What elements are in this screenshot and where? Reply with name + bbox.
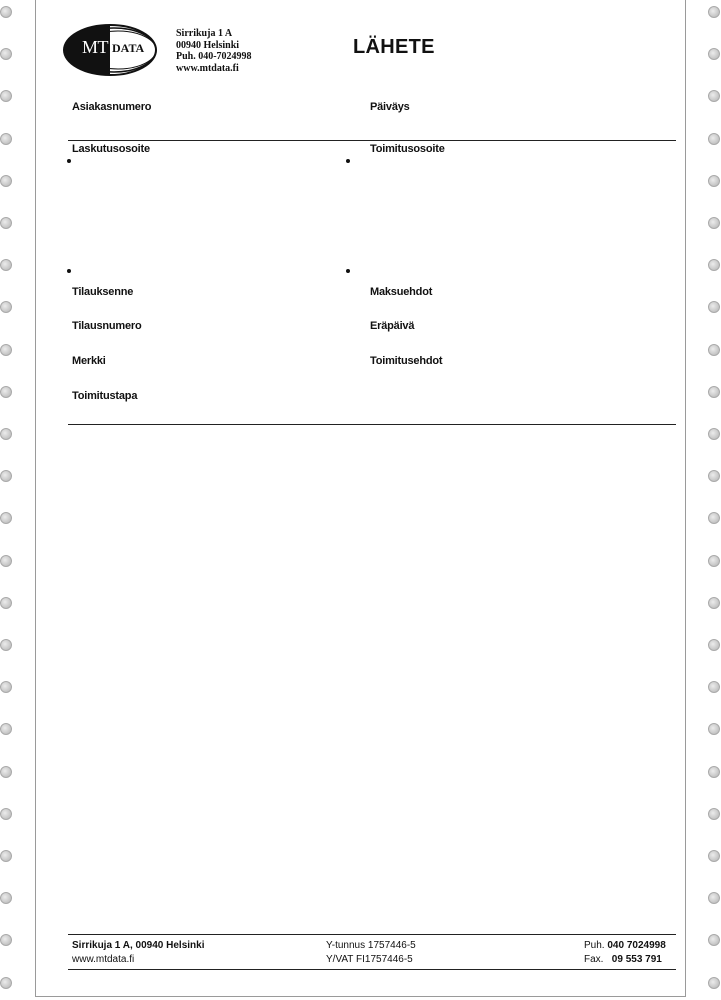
mark-label: Merkki <box>72 355 106 367</box>
perforation-hole <box>708 428 720 440</box>
perforation-hole <box>708 766 720 778</box>
footer-phone-label: Puh. <box>584 940 605 951</box>
perforation-hole <box>708 892 720 904</box>
perforation-hole <box>708 259 720 271</box>
perforation-hole <box>708 386 720 398</box>
company-web: www.mtdata.fi <box>176 62 239 74</box>
delivery-terms-label: Toimitusehdot <box>370 355 443 367</box>
footer-fax-label: Fax. <box>584 954 604 965</box>
billing-address-label: Laskutusosoite <box>72 143 150 155</box>
footer-business-id: Y-tunnus 1757446-5 <box>326 940 416 951</box>
payment-terms-label: Maksuehdot <box>370 286 433 298</box>
footer-right <box>584 939 666 967</box>
perforation-hole <box>708 90 720 102</box>
perforation-hole <box>0 723 12 735</box>
document-title: LÄHETE <box>353 36 435 58</box>
your-order-label: Tilauksenne <box>72 286 134 298</box>
footer-phone-value: 040 7024998 <box>607 940 666 951</box>
perforation-hole <box>0 639 12 651</box>
window-marker-bottom-left <box>67 269 71 273</box>
perforation-hole <box>708 639 720 651</box>
footer-divider-top <box>68 934 676 935</box>
order-number-label: Tilausnumero <box>72 320 142 332</box>
perforation-hole <box>708 977 720 989</box>
perforation-hole <box>708 470 720 482</box>
perforation-hole <box>0 512 12 524</box>
perforation-hole <box>0 133 12 145</box>
perforation-hole <box>0 259 12 271</box>
perforation-hole <box>708 133 720 145</box>
window-marker-top-right <box>346 159 350 163</box>
footer-divider-bottom <box>68 969 676 970</box>
perforation-hole <box>708 597 720 609</box>
perforation-hole <box>0 386 12 398</box>
perforation-hole <box>0 681 12 693</box>
perforation-hole <box>0 850 12 862</box>
due-date-label: Eräpäivä <box>370 320 415 332</box>
divider-top <box>68 140 676 141</box>
company-address-line1: Sirrikuja 1 A <box>176 28 233 39</box>
perforation-hole <box>0 597 12 609</box>
perforation-hole <box>708 681 720 693</box>
logo-mt-text: MT <box>82 37 108 57</box>
perforation-hole <box>0 934 12 946</box>
footer-address: Sirrikuja 1 A, 00940 Helsinki <box>72 940 205 951</box>
perforation-hole <box>0 344 12 356</box>
perforation-hole <box>0 301 12 313</box>
perforation-hole <box>0 470 12 482</box>
divider-header-end <box>68 424 676 425</box>
perforation-hole <box>0 90 12 102</box>
delivery-method-label: Toimitustapa <box>72 390 138 402</box>
logo-data-text: DATA <box>112 41 145 55</box>
date-label: Päiväys <box>370 101 410 113</box>
footer-web: www.mtdata.fi <box>72 954 135 965</box>
perforation-hole <box>0 217 12 229</box>
perforation-hole <box>0 6 12 18</box>
perforation-hole <box>708 6 720 18</box>
perforation-hole <box>708 555 720 567</box>
perforation-hole <box>0 808 12 820</box>
company-address-line2: 00940 Helsinki <box>176 39 240 51</box>
perforation-hole <box>708 344 720 356</box>
perforation-hole <box>708 934 720 946</box>
company-info <box>176 28 252 74</box>
perforation-hole <box>708 301 720 313</box>
perforation-hole <box>0 977 12 989</box>
perforation-hole <box>708 175 720 187</box>
perforation-hole <box>0 48 12 60</box>
perforation-hole <box>0 175 12 187</box>
company-phone: Puh. 040-7024998 <box>176 51 252 62</box>
customer-number-label: Asiakasnumero <box>72 101 152 113</box>
perforation-hole <box>0 892 12 904</box>
delivery-address-label: Toimitusosoite <box>370 143 445 155</box>
perforation-hole <box>0 766 12 778</box>
perforation-hole <box>708 512 720 524</box>
perforation-hole <box>708 217 720 229</box>
perforation-hole <box>0 555 12 567</box>
footer-center <box>326 939 416 967</box>
perforation-hole <box>708 48 720 60</box>
perforation-hole <box>0 428 12 440</box>
perforation-hole <box>708 808 720 820</box>
perforation-hole <box>708 723 720 735</box>
footer-fax-value: 09 553 791 <box>611 954 662 965</box>
window-marker-bottom-right <box>346 269 350 273</box>
footer-left <box>72 939 204 967</box>
perforation-hole <box>708 850 720 862</box>
window-marker-top-left <box>67 159 71 163</box>
footer-vat-id: Y/VAT FI1757446-5 <box>326 954 413 965</box>
